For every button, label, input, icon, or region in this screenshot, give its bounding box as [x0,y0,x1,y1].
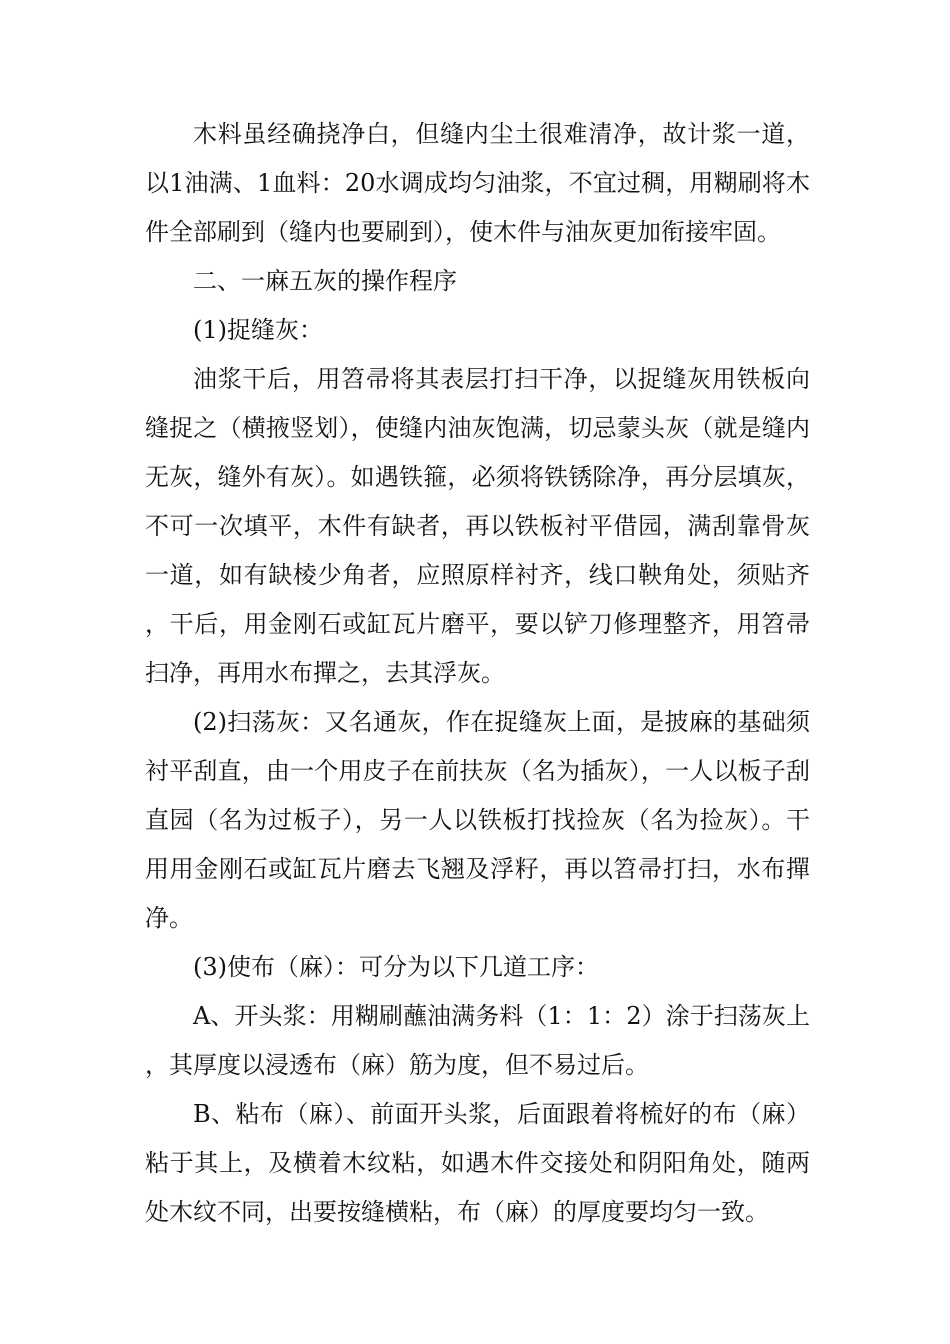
step-heading-joint-filling: (1)捉缝灰： [193,316,323,344]
paragraph-cloth-gluing: B、粘布（麻）、前面开头浆，后面跟着将梳好的布（麻）粘于其上，及横着木纹粘，如遇木件交接处和阴阳角处，随两处木纹不同，出要按缝横粘，布（麻）的厚度要均匀一致。 [145,1100,810,1226]
paragraph-opening-slurry: A、开头浆：用糊刷蘸油满务料（1：1：2）涂于扫荡灰上，其厚度以浸透布（麻）筋为度，但不易过后。 [145,1002,810,1079]
paragraph-sweeping-coat: (2)扫荡灰：又名通灰，作在捉缝灰上面，是披麻的基础须衬平刮直，由一个用皮子在前扶灰（名为插灰），一人以板子刮直园（名为过板子），另一人以铁板打找捡灰（名为捡灰）。干用用金刚石或缸瓦片磨去飞翘及浮籽，再以笤帚打扫，水布撣净。 [145,708,810,932]
paragraph-wood-slurry: 木料虽经确挠净白，但缝内尘土很难清净，故计浆一道，以1油满、1血料：20水调成均匀油浆，不宜过稠，用糊刷将木件全部刷到（缝内也要刷到），使木件与油灰更加衔接牢固。 [145,120,810,246]
step-heading-cloth: (3)使布（麻）：可分为以下几道工序： [193,953,599,981]
section-heading: 二、一麻五灰的操作程序 [193,267,457,295]
document-body [145,110,810,1237]
paragraph-joint-filling: 油浆干后，用笤帚将其表层打扫干净，以捉缝灰用铁板向缝捉之（横掖竖划），使缝内油灰饱满，切忌蒙头灰（就是缝内无灰，缝外有灰）。如遇铁箍，必须将铁锈除净，再分层填灰，不可一次填平，木件有缺者，再以铁板衬平借园，满刮靠骨灰一道，如有缺棱少角者，应照原样衬齐，线口鞅角处，须贴齐，干后，用金刚石或缸瓦片磨平，要以铲刀修理整齐，用笤帚扫净，再用水布撣之，去其浮灰。 [145,365,810,687]
